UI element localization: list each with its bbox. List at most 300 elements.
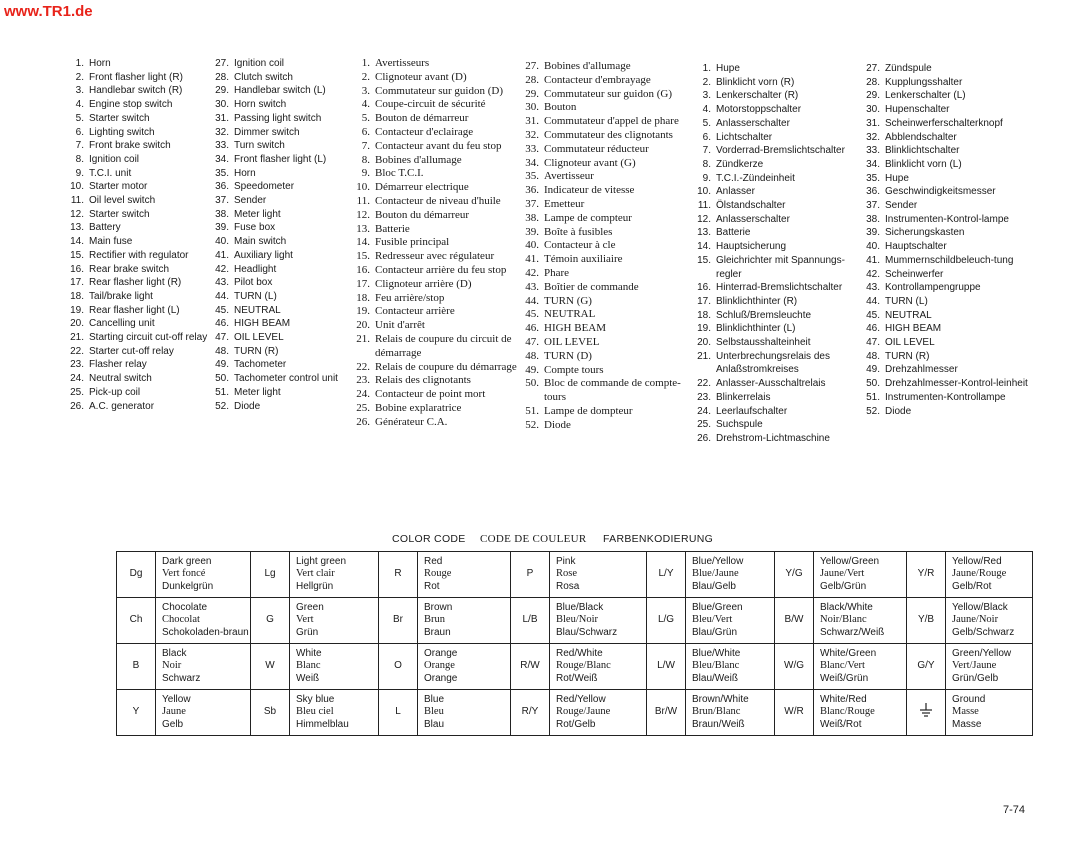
legend-item (688, 62, 868, 76)
legend-item-label: Ölstandschalter (716, 200, 786, 212)
legend-item (352, 374, 532, 388)
color-code-abbrev: Br (379, 598, 418, 644)
legend-item (62, 180, 220, 194)
legend-item (352, 167, 532, 181)
legend-item-number: 37. (866, 200, 880, 212)
legend-item (352, 223, 532, 237)
legend-item-number: 15. (697, 254, 711, 266)
legend-item-number: 51. (866, 391, 880, 403)
legend-item-number: 48. (215, 345, 229, 357)
color-name-fr: Blue/Jaune (692, 568, 739, 580)
color-name-en: Red/Yellow (556, 693, 606, 705)
color-code-abbrev: L/B (511, 598, 550, 644)
legend-item-label: Main fuse (89, 236, 133, 248)
legend-item-label: Starter switch (89, 112, 150, 124)
legend-item (521, 405, 701, 419)
legend-item-number: 46. (215, 318, 229, 330)
legend-item (62, 304, 220, 318)
legend-item (352, 250, 532, 264)
legend-item-number: 6. (702, 131, 711, 143)
color-code-abbrev: O (379, 644, 418, 690)
legend-item-label: Selbstausshalteinheit (716, 337, 811, 349)
legend-item (688, 418, 868, 432)
color-code-abbrev: L (379, 690, 418, 736)
legend-item-number: 35. (215, 167, 229, 179)
legend-item (352, 402, 532, 416)
color-name-de: Masse (952, 718, 982, 730)
legend-item (62, 290, 220, 304)
legend-item-label: Drehstrom-Lichtmaschine (716, 432, 830, 444)
color-code-name (946, 690, 1033, 736)
legend-item-label: Cancelling unit (89, 318, 155, 330)
legend-item-label: Clutch switch (234, 71, 293, 83)
legend-item (688, 405, 868, 419)
legend-item-label: Contacteur de point mort (375, 388, 486, 401)
legend-item-label: Turn switch (234, 140, 285, 152)
legend-item-label: Anlasserschalter (716, 213, 790, 225)
legend-item-label: T.C.I.-Zündeinheit (716, 172, 795, 184)
legend-item (857, 322, 1047, 336)
legend-item-label: Vorderrad-Bremslichtschalter (716, 145, 845, 157)
color-name-de: Braun/Weiß (692, 718, 745, 730)
color-code-name (418, 598, 511, 644)
legend-item-label: NEUTRAL (885, 309, 932, 321)
color-name-fr: Bleu ciel (296, 706, 334, 718)
color-name-en: Yellow/Black (952, 601, 1008, 613)
legend-item (62, 194, 220, 208)
legend-item-label: Diode (885, 405, 912, 417)
legend-item (688, 144, 868, 158)
legend-item-number: 11. (697, 200, 711, 212)
legend-item-label: Hupenschalter (885, 104, 950, 116)
legend-item (62, 221, 220, 235)
color-name-fr: Masse (952, 706, 979, 718)
legend-item (857, 131, 1047, 145)
legend-item-number: 38. (215, 208, 229, 220)
legend-item (688, 432, 868, 446)
color-code-abbrev: R/W (511, 644, 550, 690)
legend-item (352, 264, 532, 278)
legend-item (352, 126, 532, 140)
legend-item-number: 3. (75, 85, 84, 97)
legend-item-number: 17. (356, 277, 370, 290)
legend-item-label: Sender (234, 195, 267, 207)
legend-item-number: 48. (525, 349, 539, 362)
legend-item-label: Batterie (375, 222, 410, 235)
legend-item (352, 388, 532, 402)
color-code-name (290, 690, 379, 736)
legend-item (688, 213, 868, 227)
legend-item (857, 363, 1047, 377)
legend-item (62, 126, 220, 140)
legend-item (352, 57, 532, 71)
legend-item-number: 18. (356, 291, 370, 304)
legend-item-number: 34. (525, 156, 539, 169)
legend-item-number: 32. (215, 126, 229, 138)
legend-item-number: 9. (75, 167, 84, 179)
color-code-name (550, 690, 647, 736)
legend-item-number: 20. (697, 337, 711, 349)
legend-item-label: NEUTRAL (544, 308, 596, 321)
legend-item-label: Coupe-circuit de sécurité (375, 98, 486, 111)
legend-item-label: Clignoteur avant (G) (544, 156, 636, 169)
legend-item-label: Geschwindigkeitsmesser (885, 186, 996, 198)
legend-item (207, 221, 357, 235)
color-code-name (946, 552, 1033, 598)
color-name-fr: Jaune/Vert (820, 568, 865, 580)
legend-item (207, 180, 357, 194)
legend-item-number: 31. (215, 112, 229, 124)
legend-item-label: Oil level switch (89, 195, 156, 207)
color-name-en: Light green (296, 555, 347, 567)
legend-item-number: 3. (702, 90, 711, 102)
color-code-name (156, 598, 251, 644)
legend-item (352, 319, 532, 333)
legend-item-number: 5. (75, 112, 84, 124)
legend-item-label: Dimmer switch (234, 126, 300, 138)
color-name-fr: Rouge/Blanc (556, 660, 611, 672)
legend-item-label: Rectifier with regulator (89, 249, 189, 261)
color-name-de: Blau/Grün (692, 626, 738, 638)
legend-item (521, 239, 701, 253)
legend-item-number: 41. (215, 249, 229, 261)
legend-item (688, 281, 868, 295)
legend-item-number: 45. (215, 304, 229, 316)
legend-item-number: 45. (866, 309, 880, 321)
legend-item-number: 22. (356, 360, 370, 373)
legend-item (521, 281, 701, 295)
legend-item-label: Auxiliary light (234, 249, 293, 261)
legend-item (207, 71, 357, 85)
legend-item-label: Bobines d'allumage (544, 60, 631, 72)
legend-item-number: 43. (525, 280, 539, 293)
legend-item-label: Lichtschalter (716, 131, 773, 143)
color-code-name (814, 644, 907, 690)
legend-item (62, 71, 220, 85)
legend-item (207, 84, 357, 98)
legend-item-label: Starting circuit cut-off relay (89, 332, 208, 344)
legend-item-label: Handlebar switch (L) (234, 85, 326, 97)
legend-item-number: 13. (70, 222, 84, 234)
color-code-abbrev: W/R (775, 690, 814, 736)
legend-item-label: HIGH BEAM (544, 322, 607, 335)
color-name-en: Blue/Black (556, 601, 604, 613)
legend-item (207, 304, 357, 318)
legend-item-label: Diode (234, 400, 261, 412)
color-name-en: Chocolate (162, 601, 208, 613)
color-name-en: Ground (952, 693, 986, 705)
legend-item (857, 144, 1047, 158)
legend-item-label: Contacteur de niveau d'huile (375, 194, 501, 207)
legend-item-number: 28. (525, 73, 539, 86)
legend-item (857, 76, 1047, 90)
legend-item (62, 358, 220, 372)
legend-item (688, 254, 868, 281)
legend-item-label: Sicherungskasten (885, 227, 965, 239)
legend-item-number: 35. (525, 170, 539, 183)
legend-item (352, 140, 532, 154)
color-code-abbrev: Ch (117, 598, 156, 644)
legend-item-label: Lampe de compteur (544, 211, 632, 224)
legend-item-label: Main switch (234, 236, 287, 248)
color-code-title-de: FARBENKODIERUNG (603, 533, 714, 545)
legend-item (521, 198, 701, 212)
legend-item-label: Contacteur arrière du feu stop (375, 263, 507, 276)
legend-item-label: OIL LEVEL (544, 335, 600, 348)
legend-item-number: 2. (361, 70, 370, 83)
legend-item-number: 3. (361, 84, 370, 97)
color-name-en: Brown (424, 601, 453, 613)
color-code-name (686, 690, 775, 736)
legend-item (521, 419, 701, 433)
legend-item (352, 181, 532, 195)
color-code-name (814, 690, 907, 736)
legend-item-label: HIGH BEAM (885, 323, 942, 335)
color-code-table (116, 551, 1033, 736)
legend-item (352, 195, 532, 209)
legend-item-number: 33. (525, 142, 539, 155)
color-code-row (117, 598, 1033, 644)
color-name-fr: Vert foncé (162, 568, 206, 580)
legend-item-label: Sender (885, 200, 918, 212)
legend-item-label: Rear brake switch (89, 263, 170, 275)
legend-item (352, 71, 532, 85)
watermark: www.TR1.de (4, 3, 93, 20)
legend-item-number: 13. (356, 222, 370, 235)
legend-item-number: 38. (525, 211, 539, 224)
legend-item-number: 14. (356, 236, 370, 249)
legend-item-label: Leerlaufschalter (716, 405, 788, 417)
legend-item-number: 28. (215, 71, 229, 83)
legend-item-label: Scheinwerferschalterknopf (885, 117, 1003, 129)
color-code-name (686, 598, 775, 644)
legend-item (857, 213, 1047, 227)
legend-item-number: 26. (70, 400, 84, 412)
legend-item-label: Passing light switch (234, 112, 322, 124)
legend-item-label: TURN (L) (885, 295, 928, 307)
legend-item-number: 43. (215, 277, 229, 289)
legend-item (352, 98, 532, 112)
legend-item-number: 29. (215, 85, 229, 97)
legend-item-label: Relais de coupure du circuit de démarrage (375, 332, 512, 359)
legend-item-number: 6. (361, 125, 370, 138)
legend-item (352, 305, 532, 319)
legend-item-number: 20. (70, 318, 84, 330)
legend-item-label: Headlight (234, 263, 277, 275)
legend-item (857, 117, 1047, 131)
legend-item-label: Démarreur electrique (375, 181, 469, 194)
color-name-fr: Blanc/Rouge (820, 706, 875, 718)
legend-item-label: Horn switch (234, 99, 287, 111)
legend-item (62, 235, 220, 249)
color-name-fr: Noir/Blanc (820, 614, 867, 626)
legend-item-number: 28. (866, 76, 880, 88)
legend-item-number: 49. (866, 364, 880, 376)
legend-item-label: Commutateur sur guidon (G) (544, 87, 673, 100)
legend-item-label: Indicateur de vitesse (544, 184, 635, 197)
legend-item-label: TURN (D) (544, 349, 592, 362)
color-code-name (686, 552, 775, 598)
legend-item-number: 30. (525, 101, 539, 114)
legend-item (62, 98, 220, 112)
legend-item-number: 15. (356, 250, 370, 263)
legend-item-label: Bouton de démarreur (375, 112, 469, 125)
legend-item-number: 23. (70, 359, 84, 371)
legend-item-number: 21. (697, 350, 711, 362)
legend-item-label: Motorstoppschalter (716, 104, 802, 116)
legend-item-label: Hupe (885, 172, 909, 184)
legend-item (521, 157, 701, 171)
legend-item (207, 194, 357, 208)
legend-item-label: Front flasher light (R) (89, 71, 183, 83)
legend-item-number: 21. (70, 332, 84, 344)
legend-item-number: 8. (702, 158, 711, 170)
legend-item-number: 11. (70, 195, 84, 207)
color-name-fr: Jaune/Rouge (952, 568, 1007, 580)
legend-item-label: Zündkerze (716, 158, 764, 170)
color-name-de: Weiß/Grün (820, 672, 869, 684)
legend-item (352, 333, 532, 361)
legend-item-label: Relais des clignotants (375, 374, 471, 387)
color-name-de: Hellgrün (296, 580, 334, 592)
legend-item-number: 45. (525, 308, 539, 321)
legend-item-label: Ignition coil (234, 58, 285, 69)
legend-item (521, 336, 701, 350)
color-name-de: Dunkelgrün (162, 580, 214, 592)
legend-item (62, 400, 220, 414)
legend-item-number: 26. (697, 432, 711, 444)
legend-item-label: Clignoteur avant (D) (375, 70, 467, 83)
legend-item-number: 47. (215, 332, 229, 344)
legend-item (207, 57, 357, 71)
color-code-abbrev: Br/W (647, 690, 686, 736)
legend-item-label: OIL LEVEL (234, 332, 284, 344)
color-name-de: Blau/Gelb (692, 580, 736, 592)
legend-item-label: Hupe (716, 63, 740, 74)
color-name-en: Dark green (162, 555, 212, 567)
legend-item (207, 153, 357, 167)
legend-item-label: Compte tours (544, 363, 604, 376)
legend-item-number: 25. (697, 419, 711, 431)
legend-item-label: Contacteur d'embrayage (544, 73, 651, 86)
legend-item-number: 36. (525, 184, 539, 197)
legend-item-label: Générateur C.A. (375, 415, 448, 428)
color-name-en: Blue/White (692, 647, 741, 659)
legend-item-label: TURN (G) (544, 294, 592, 307)
legend-item-label: Relais de coupure du démarrage (375, 360, 517, 373)
legend-item-label: Lenkerschalter (L) (885, 90, 966, 102)
legend-item (857, 350, 1047, 364)
legend-german-col-2 (857, 62, 1047, 418)
legend-item (521, 267, 701, 281)
legend-item-label: T.C.I. unit (89, 167, 132, 179)
legend-item-label: Meter light (234, 386, 281, 398)
legend-item-number: 52. (525, 418, 539, 431)
legend-item (207, 263, 357, 277)
legend-item-number: 1. (361, 57, 370, 69)
color-name-de: Braun (424, 626, 451, 638)
legend-item (688, 117, 868, 131)
legend-item-label: Bouton (544, 101, 577, 114)
color-name-de: Blau (424, 718, 445, 730)
legend-item (352, 416, 532, 430)
legend-item-label: Tachometer (234, 359, 287, 371)
legend-item-label: Rear flasher light (R) (89, 277, 182, 289)
legend-item-label: Contacteur avant du feu stop (375, 139, 502, 152)
legend-item (352, 361, 532, 375)
legend-item (207, 276, 357, 290)
legend-item-number: 12. (697, 213, 711, 225)
color-code-abbrev: Y/G (775, 552, 814, 598)
legend-item-label: Front flasher light (L) (234, 153, 327, 165)
color-code-name (290, 552, 379, 598)
legend-item (688, 322, 868, 336)
legend-item-number: 12. (70, 208, 84, 220)
legend-item-label: Phare (544, 266, 570, 279)
legend-item (521, 226, 701, 240)
legend-item-number: 22. (697, 378, 711, 390)
legend-item-label: TURN (R) (234, 345, 279, 357)
color-name-de: Blau/Weiß (692, 672, 738, 684)
color-code-abbrev: Y/B (907, 598, 946, 644)
color-code-row (117, 644, 1033, 690)
color-name-en: Orange (424, 647, 458, 659)
legend-item-number: 41. (866, 254, 880, 266)
legend-item-label: Engine stop switch (89, 99, 173, 111)
legend-item-label: Blinklicht vorn (L) (885, 158, 962, 170)
color-name-de: Grün/Gelb (952, 672, 999, 684)
legend-item-label: Feu arrière/stop (375, 291, 445, 304)
color-name-fr: Jaune/Noir (952, 614, 999, 626)
legend-item-number: 19. (356, 305, 370, 318)
legend-item (521, 184, 701, 198)
color-code-abbrev: Lg (251, 552, 290, 598)
legend-item-label: Handlebar switch (R) (89, 85, 183, 97)
legend-item-label: Lampe de dompteur (544, 404, 633, 417)
color-name-de: Rot/Weiß (556, 672, 598, 684)
legend-item (688, 103, 868, 117)
legend-item (207, 400, 357, 414)
legend-item (688, 350, 868, 377)
color-name-fr: Bleu/Vert (692, 614, 733, 626)
legend-item-label: Bloc T.C.I. (375, 167, 424, 180)
legend-item-number: 18. (70, 290, 84, 302)
legend-item-number: 14. (697, 241, 711, 253)
legend-item-label: Front brake switch (89, 140, 171, 152)
legend-item (207, 112, 357, 126)
legend-item (521, 212, 701, 226)
legend-item-number: 34. (866, 158, 880, 170)
legend-item-number: 39. (215, 222, 229, 234)
legend-item-label: Clignoteur arrière (D) (375, 277, 472, 290)
legend-item-label: Tachometer control unit (234, 373, 338, 385)
legend-item (521, 74, 701, 88)
legend-item-number: 26. (356, 415, 370, 428)
legend-item (521, 115, 701, 129)
color-code-abbrev: Sb (251, 690, 290, 736)
color-name-en: Green/Yellow (952, 647, 1012, 659)
legend-item (688, 172, 868, 186)
legend-item-number: 48. (866, 350, 880, 362)
color-name-fr: Noir (162, 660, 182, 672)
legend-item-label: Blinklichthinter (L) (716, 323, 796, 335)
legend-item (207, 249, 357, 263)
legend-item (857, 172, 1047, 186)
legend-item (352, 154, 532, 168)
legend-item-number: 37. (525, 197, 539, 210)
color-code-abbrev: W/G (775, 644, 814, 690)
legend-item-number: 7. (75, 140, 84, 152)
